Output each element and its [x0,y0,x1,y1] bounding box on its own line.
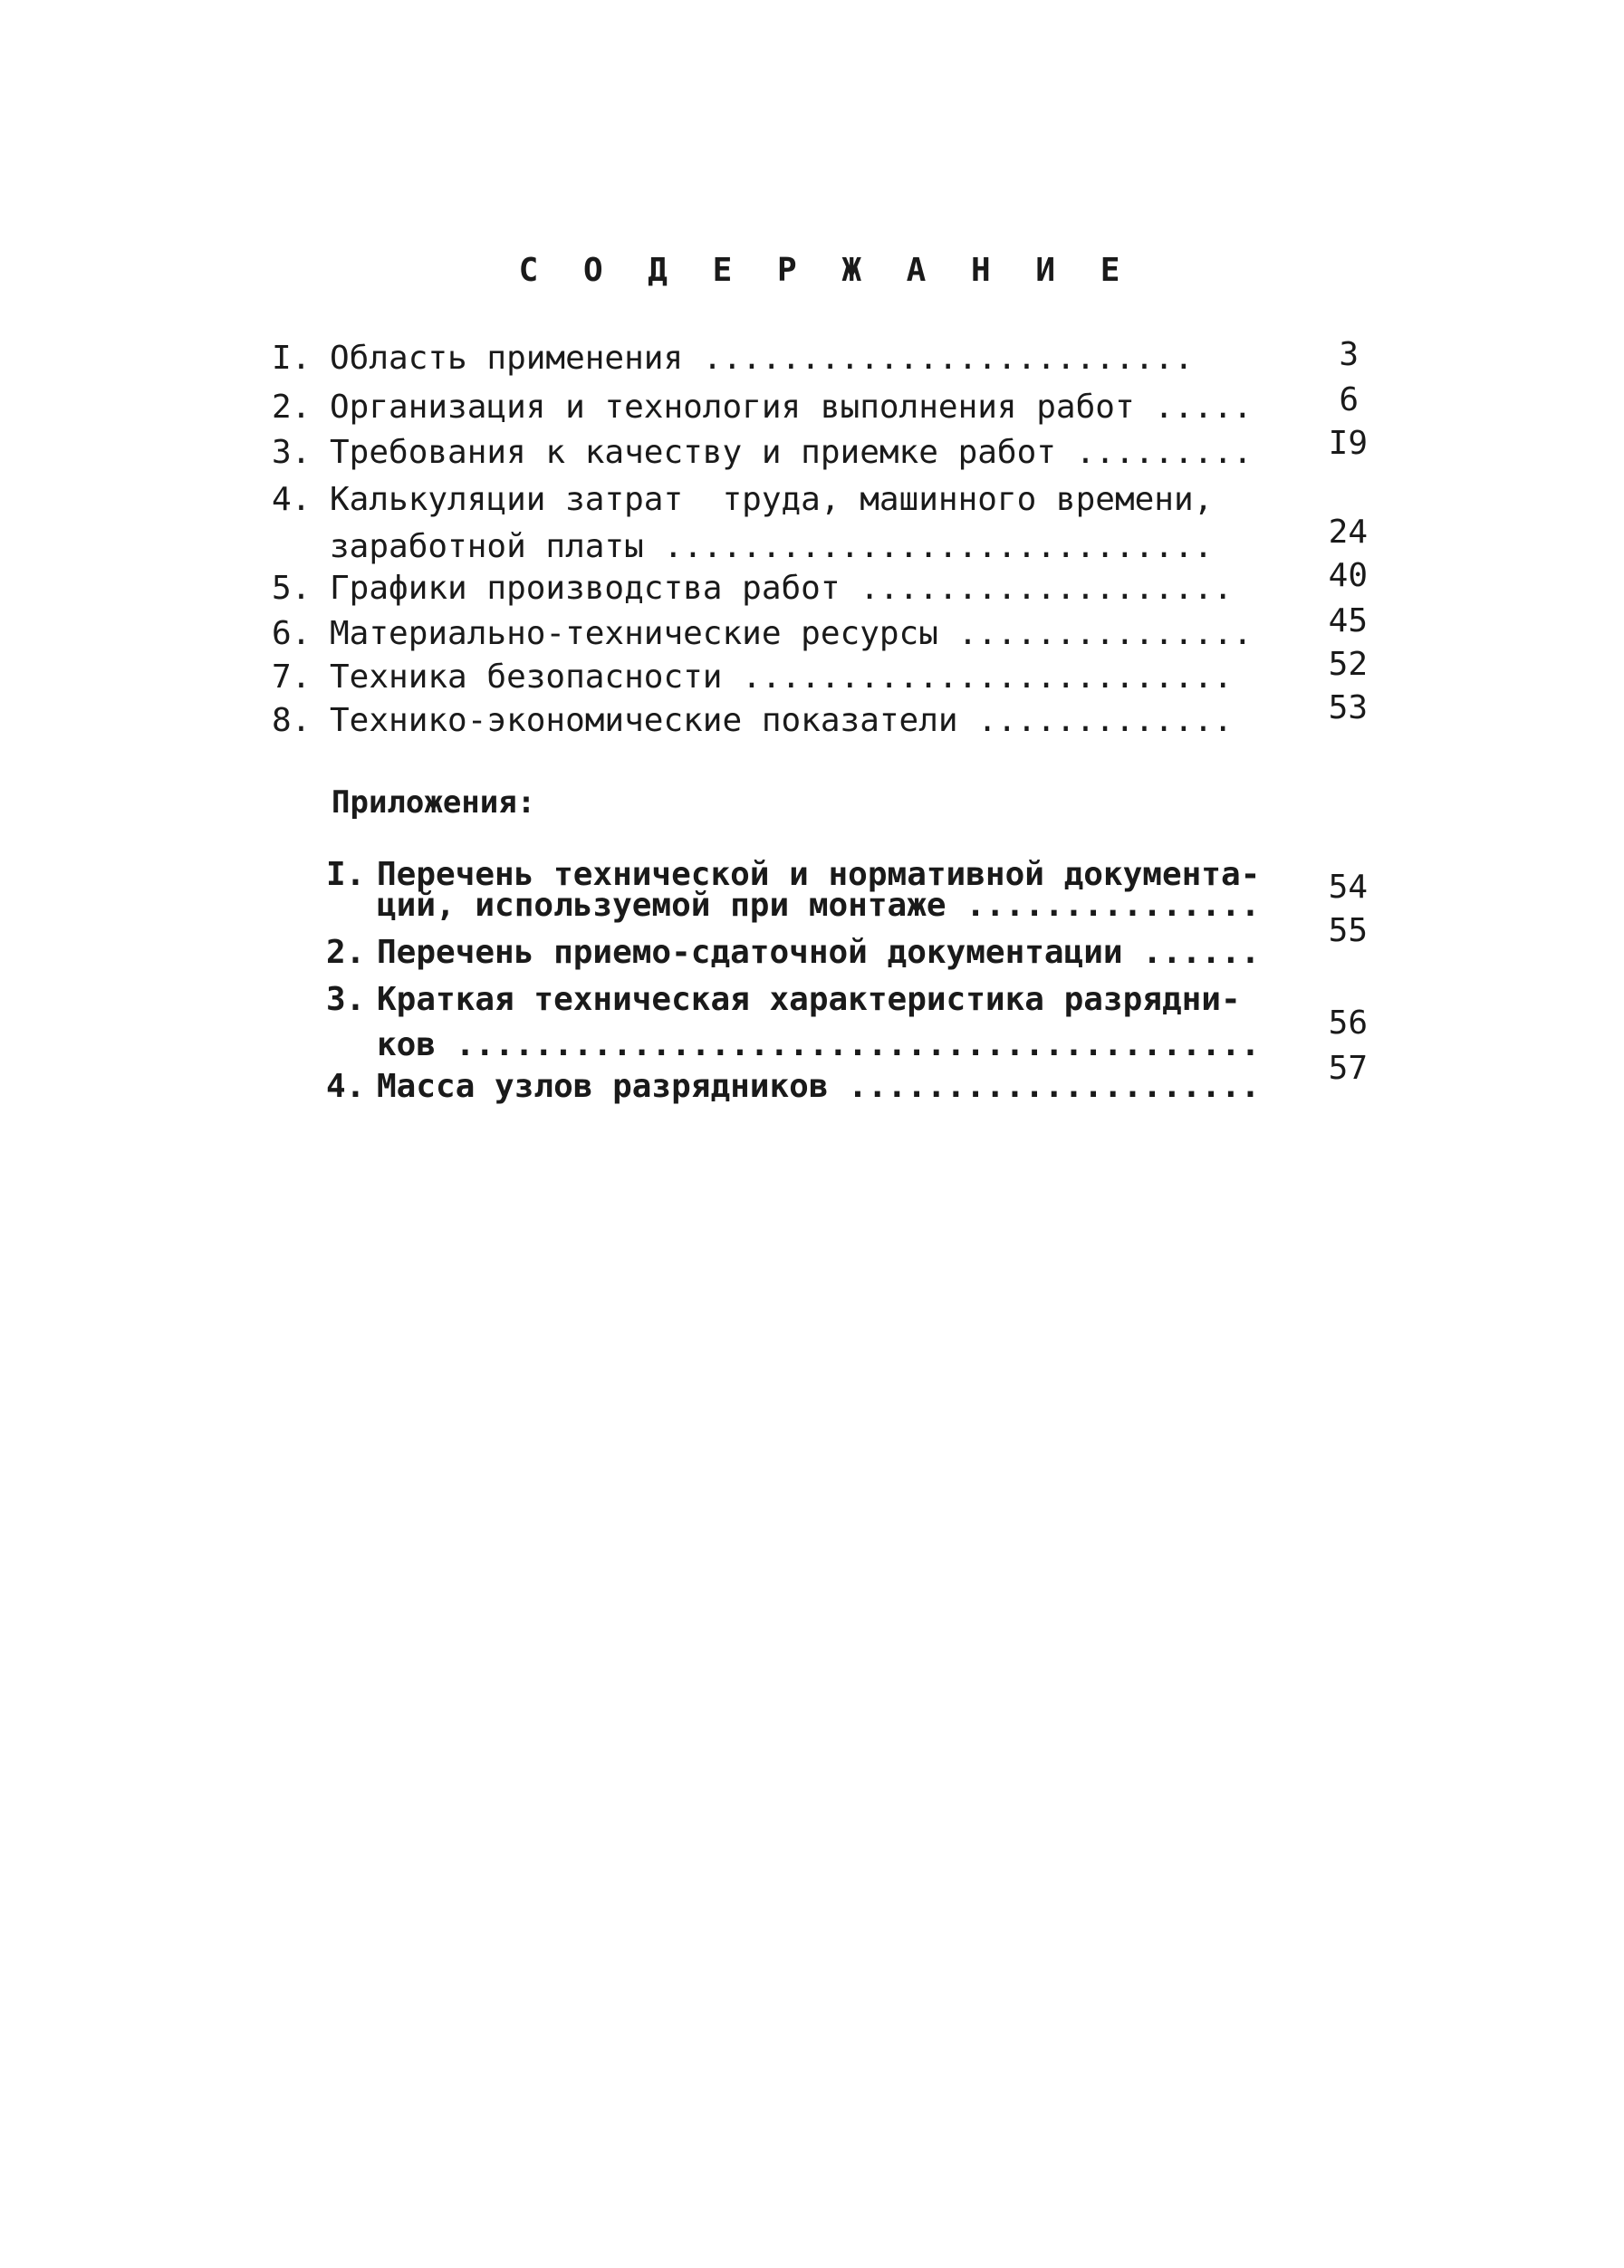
appendix-entry-number: I. [326,856,366,893]
appendix-page-number: 55 [1328,912,1368,949]
toc-entry-text: Технико-экономические показатели ............. [330,702,1233,739]
toc-page-number: 3 [1339,336,1359,373]
toc-entry-number: I. [272,340,312,377]
toc-entry-number: 8. [272,702,312,739]
toc-entry-text: Область применения ......................... [330,340,1194,377]
toc-entry-text: Калькуляции затрат труда, машинного времени, [330,481,1214,518]
toc-entry-number: 6. [272,615,312,652]
appendix-heading: Приложения: [332,784,536,821]
toc-page-number: I9 [1328,425,1368,462]
toc-entry-text: заработной платы ............................ [330,528,1214,565]
toc-page-number: 40 [1328,557,1368,594]
appendix-page-number: 57 [1328,1050,1368,1087]
appendix-page-number: 56 [1328,1004,1368,1042]
toc-entry-number: 4. [272,481,312,518]
appendix-entry-number: 3. [326,981,366,1018]
toc-entry-number: 7. [272,658,312,696]
toc-entry-number: 2. [272,389,312,426]
toc-entry-text: Организация и технология выполнения работ ..... [330,389,1253,426]
appendix-page-number: 54 [1328,869,1368,906]
appendix-entry-text: Перечень технической и нормативной документа- [377,856,1261,893]
appendix-entry-text: Краткая техническая характеристика разрядни- [377,981,1241,1018]
appendix-entry-number: 4. [326,1068,366,1105]
toc-entry-text: Техника безопасности ......................... [330,658,1233,696]
appendix-entry-number: 2. [326,934,366,971]
toc-entry-text: Графики производства работ ................... [330,570,1233,607]
appendix-entry-text: ков ......................................... [377,1026,1261,1063]
appendix-entry-text: Перечень приемо-сдаточной документации ...... [377,934,1261,971]
toc-page-number: 45 [1328,602,1368,639]
appendix-entry-text: Масса узлов разрядников ..................... [377,1068,1261,1105]
page-title: С О Д Е Р Ж А Н И Е [518,252,1133,289]
toc-entry-number: 3. [272,434,312,471]
toc-page-number: 52 [1328,646,1368,683]
appendix-entry-text: ций, используемой при монтаже ............... [377,887,1261,924]
toc-page-number: 24 [1328,514,1368,551]
toc-entry-text: Требования к качеству и приемке работ ......... [330,434,1253,471]
toc-entry-number: 5. [272,570,312,607]
toc-page-number: 53 [1328,689,1368,726]
toc-entry-text: Материально-технические ресурсы ............... [330,615,1253,652]
appendix-entry-4 [326,1065,1261,1239]
toc-page-number: 6 [1339,381,1359,418]
